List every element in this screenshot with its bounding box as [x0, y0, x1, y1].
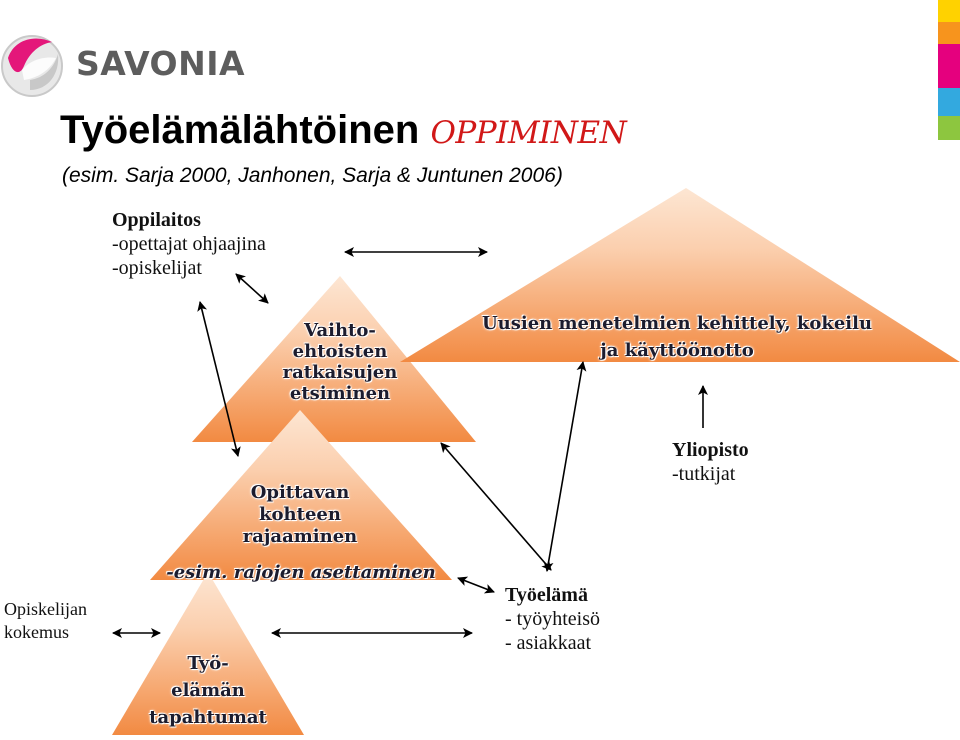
- side-color-bar: [938, 0, 960, 140]
- tyoelaman-line: Työ-: [187, 653, 229, 674]
- vaihto-line: ratkaisujen: [282, 362, 398, 383]
- opiskelijan-kokemus-block: [4, 598, 87, 644]
- side-bar-magenta: [938, 44, 960, 88]
- arrow-opittavan-tyoelama: [458, 578, 494, 592]
- side-bar-blue: [938, 88, 960, 116]
- vaihto-line: ehtoisten: [292, 341, 388, 362]
- uusien-line: Uusien menetelmien kehittely, kokeilu: [481, 313, 873, 334]
- opiskelijan-line: Opiskelijan: [4, 599, 87, 619]
- oppilaitos-block: [112, 208, 266, 280]
- oppilaitos-heading: Oppilaitos: [112, 209, 201, 231]
- opiskelijan-line: kokemus: [4, 622, 69, 642]
- tyoelama-line: - asiakkaat: [505, 632, 592, 654]
- yliopisto-block: [672, 438, 749, 486]
- title-accent: OPPIMINEN: [430, 115, 627, 151]
- yliopisto-heading: Yliopisto: [672, 439, 749, 461]
- yliopisto-line: -tutkijat: [672, 463, 736, 485]
- vaihto-line: etsiminen: [289, 383, 391, 404]
- opittavan-extra-text: -esim. rajojen asettaminen: [166, 562, 436, 583]
- tyoelama-block: [505, 583, 600, 655]
- side-bar-orange: [938, 22, 960, 44]
- opittavan-line: kohteen: [259, 504, 341, 525]
- oppilaitos-line: -opiskelijat: [112, 257, 202, 279]
- page-title: [60, 108, 626, 153]
- tyoelama-line: - työyhteisö: [505, 608, 600, 630]
- subtitle: (esim. Sarja 2000, Janhonen, Sarja & Juntunen 2006): [62, 164, 563, 187]
- arrow-vaihto-tyoelama: [441, 443, 551, 570]
- uusien-line: ja käyttöönotto: [600, 340, 754, 361]
- tyoelama-heading: Työelämä: [505, 584, 588, 606]
- side-bar-yellow: [938, 0, 960, 22]
- opittavan-line: rajaaminen: [242, 526, 358, 547]
- logo-text: SAVONIA: [76, 44, 246, 83]
- tyoelaman-line: elämän: [171, 680, 245, 701]
- tyoelaman-tapahtumat-text: [118, 650, 298, 731]
- vaihtoehtoisten-text: [250, 320, 430, 404]
- vaihto-line: Vaihto-: [304, 320, 376, 341]
- opittavan-line: Opittavan: [250, 482, 350, 503]
- savonia-logo-icon: [2, 36, 62, 96]
- uusien-menetelmien-text: [442, 310, 912, 364]
- oppilaitos-line: -opettajat ohjaajina: [112, 233, 266, 255]
- tyoelaman-line: tapahtumat: [149, 707, 267, 728]
- title-main: Työelämälähtöinen: [60, 108, 420, 152]
- arrow-uusien-tyoelama: [547, 362, 583, 571]
- side-bar-green: [938, 116, 960, 140]
- opittavan-kohteen-text: [200, 482, 400, 548]
